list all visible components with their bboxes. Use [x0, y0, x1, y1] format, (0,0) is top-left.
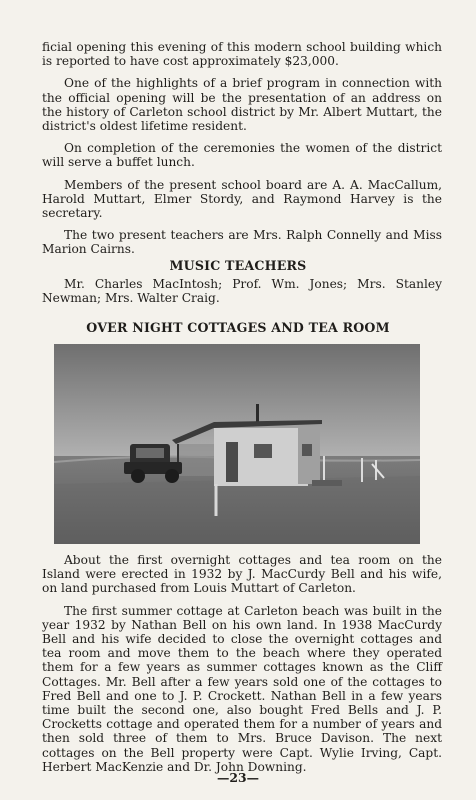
intro-text [42, 40, 442, 265]
cottages-heading: OVER NIGHT COTTAGES AND TEA ROOM [86, 320, 390, 335]
music-teachers-heading: MUSIC TEACHERS [169, 258, 307, 273]
music-teachers-list: Mr. Charles MacIntosh; Prof. Wm. Jones; Mrs. Stanley Newman; Mrs. Walter Craig. [42, 277, 442, 306]
cottage-photo [54, 344, 420, 544]
cottages-paragraph-1: About the first overnight cottages and tea room on the Island were erected in 1932 by J. MacCurdy Bell and his wife, on land purchased from Louis Muttart of Carleton. [42, 553, 442, 596]
music-teachers-text [42, 277, 442, 313]
page-number: —23— [216, 770, 260, 785]
intro-paragraph-2: One of the highlights of a brief program in connection with the official opening will be the presentation of an address on the history of Carleton school district by Mr. Albert Muttart, the district's oldest lifetime resident. [42, 76, 442, 134]
cottages-paragraph-2: The first summer cottage at Carleton beach was built in the year 1932 by Nathan Bell on his own land. In 1938 MacCurdy Bell and his wife decided to close the overnight cottages and tea room and move them to the beach where they operated them for a few years as summer cottages known as the Cliff Cottages. Mr. Bell after a few years sold one of the cottages to Fred Bell and one to J. P. Crockett. Nathan Bell in a few years time built the second one, also bought Fred Bells and J. P. Crocketts cottage and operated them for a number of years and then sold three of them to Mrs. Bruce Davison. The next cottages on the Bell property were Capt. Wylie Irving, Capt. Herbert MacKenzie and Dr. John Downing. [42, 603, 442, 774]
intro-paragraph-5: The two present teachers are Mrs. Ralph Connelly and Miss Marion Cairns. [42, 228, 442, 257]
photo-cottage-and-car-icon [54, 344, 420, 544]
cottages-text [42, 553, 442, 782]
intro-paragraph-4: Members of the present school board are A. A. MacCallum, Harold Muttart, Elmer Stordy, and Raymond Harvey is the secretary. [42, 177, 442, 221]
intro-paragraph-3: On completion of the ceremonies the women of the district will serve a buffet lunch. [42, 141, 442, 170]
intro-paragraph-1: ficial opening this evening of this modern school building which is reported to have cost approximately $23,000. [42, 40, 442, 69]
